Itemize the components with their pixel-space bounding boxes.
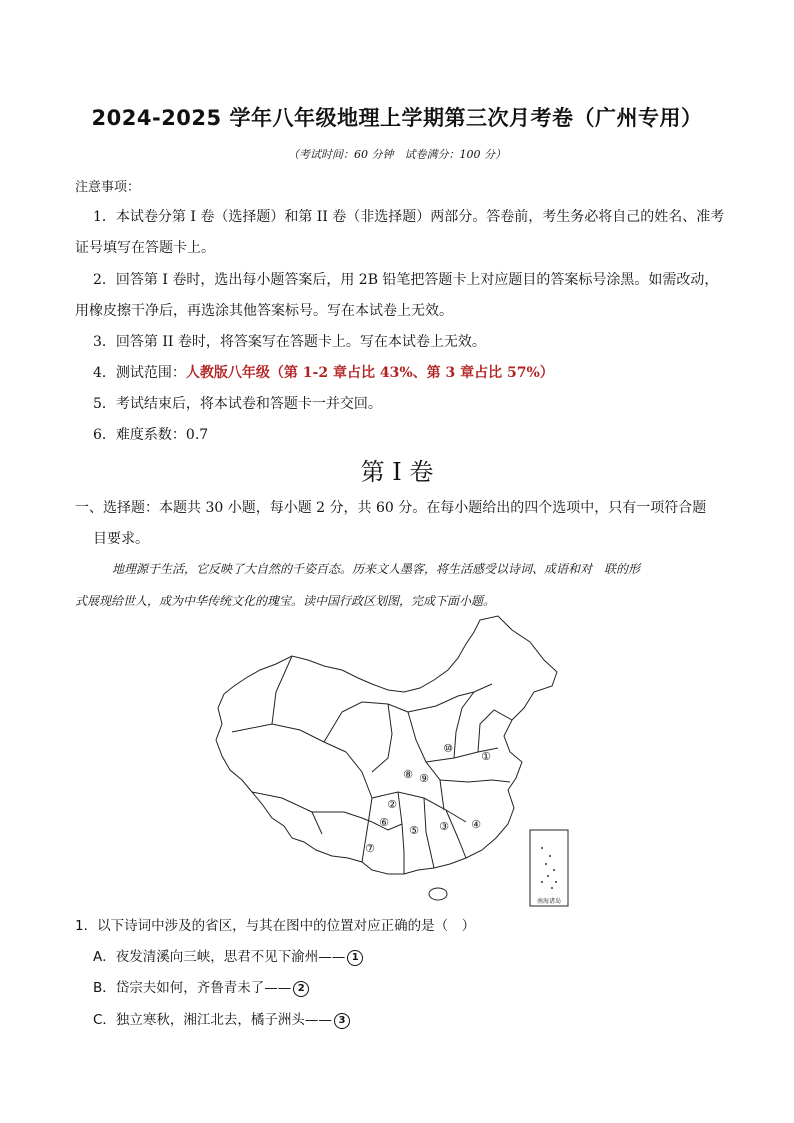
- option-b-marker: 2: [293, 981, 309, 997]
- note-item-2-cont: 用橡皮擦干净后，再选涂其他答案标号。写在本试卷上无效。: [75, 303, 453, 319]
- note-item-4: [93, 362, 554, 382]
- map-marker-6: ⑥: [379, 816, 389, 829]
- map-marker-7: ⑦: [365, 842, 375, 855]
- section-title: 第 I 卷: [360, 458, 434, 486]
- exam-subtitle: （考试时间：60 分钟 试卷满分：100 分）: [288, 148, 506, 161]
- option-b-text: B．岱宗夫如何，齐鲁青未了——: [93, 980, 292, 996]
- notes-heading: 注意事项：: [75, 180, 141, 195]
- map-marker-8: ⑧: [403, 768, 413, 781]
- option-c-text: C．独立寒秋，湘江北去，橘子洲头——: [93, 1012, 332, 1028]
- map-marker-3: ③: [439, 820, 449, 833]
- map-marker-1: ①: [481, 750, 491, 763]
- china-outline: [216, 616, 557, 874]
- note-item-2: 2．回答第 I 卷时，选出每小题答案后，用 2B 铅笔把答题卡上对应题目的答案标号涂黑。如需改动，: [93, 272, 719, 288]
- map-marker-2: ②: [387, 798, 397, 811]
- choice-section-intro: 一、选择题：本题共 30 小题，每小题 2 分，共 60 分。在每小题给出的四个选项中，只有一项符合题: [75, 500, 707, 516]
- reading-passage-cont: 式展现给世人，成为中华传统文化的瑰宝。读中国行政区划图，完成下面小题。: [75, 594, 496, 608]
- exam-title: 2024-2025 学年八年级地理上学期第三次月考卷（广州专用）: [91, 106, 703, 130]
- question-1-option-b[interactable]: [93, 976, 309, 997]
- option-c-marker: 3: [334, 1013, 350, 1029]
- option-a-text: A．夜发清溪向三峡，思君不见下渝州——: [93, 949, 346, 965]
- map-marker-10: ⑩: [443, 742, 453, 755]
- inset-label: 南海诸岛: [536, 898, 562, 905]
- china-province-map: [212, 612, 572, 910]
- note-item-3: 3．回答第 II 卷时，将答案写在答题卡上。写在本试卷上无效。: [93, 334, 486, 350]
- test-range-highlight: 人教版八年级（第 1-2 章占比 43%、第 3 章占比 57%）: [185, 365, 554, 381]
- map-marker-4: ④: [471, 818, 481, 831]
- south-china-sea-inset: [530, 830, 568, 906]
- map-markers: [365, 742, 491, 855]
- note-item-5: 5．考试结束后，将本试卷和答题卡一并交回。: [93, 396, 382, 412]
- map-marker-5: ⑤: [409, 824, 419, 837]
- question-1-option-a[interactable]: [93, 945, 363, 966]
- note-item-4-prefix: 4．测试范围：: [93, 365, 186, 381]
- choice-section-intro-cont: 目要求。: [93, 531, 149, 547]
- question-1-option-c[interactable]: [93, 1008, 350, 1029]
- note-item-6: 6．难度系数：0.7: [93, 427, 209, 443]
- map-marker-9: ⑨: [419, 772, 429, 785]
- question-1-stem: 1．以下诗词中涉及的省区，与其在图中的位置对应正确的是（ ）: [75, 918, 476, 934]
- note-item-1-cont: 证号填写在答题卡上。: [75, 240, 215, 256]
- option-a-marker: 1: [347, 950, 363, 966]
- note-item-1: 1．本试卷分第 I 卷（选择题）和第 II 卷（非选择题）两部分。答卷前，考生务必将自己的姓名、准考: [93, 209, 725, 225]
- reading-passage: 地理源于生活，它反映了大自然的千姿百态。历来文人墨客，将生活感受以诗词、成语和对 联的形: [112, 562, 641, 576]
- hainan-island: [429, 888, 447, 900]
